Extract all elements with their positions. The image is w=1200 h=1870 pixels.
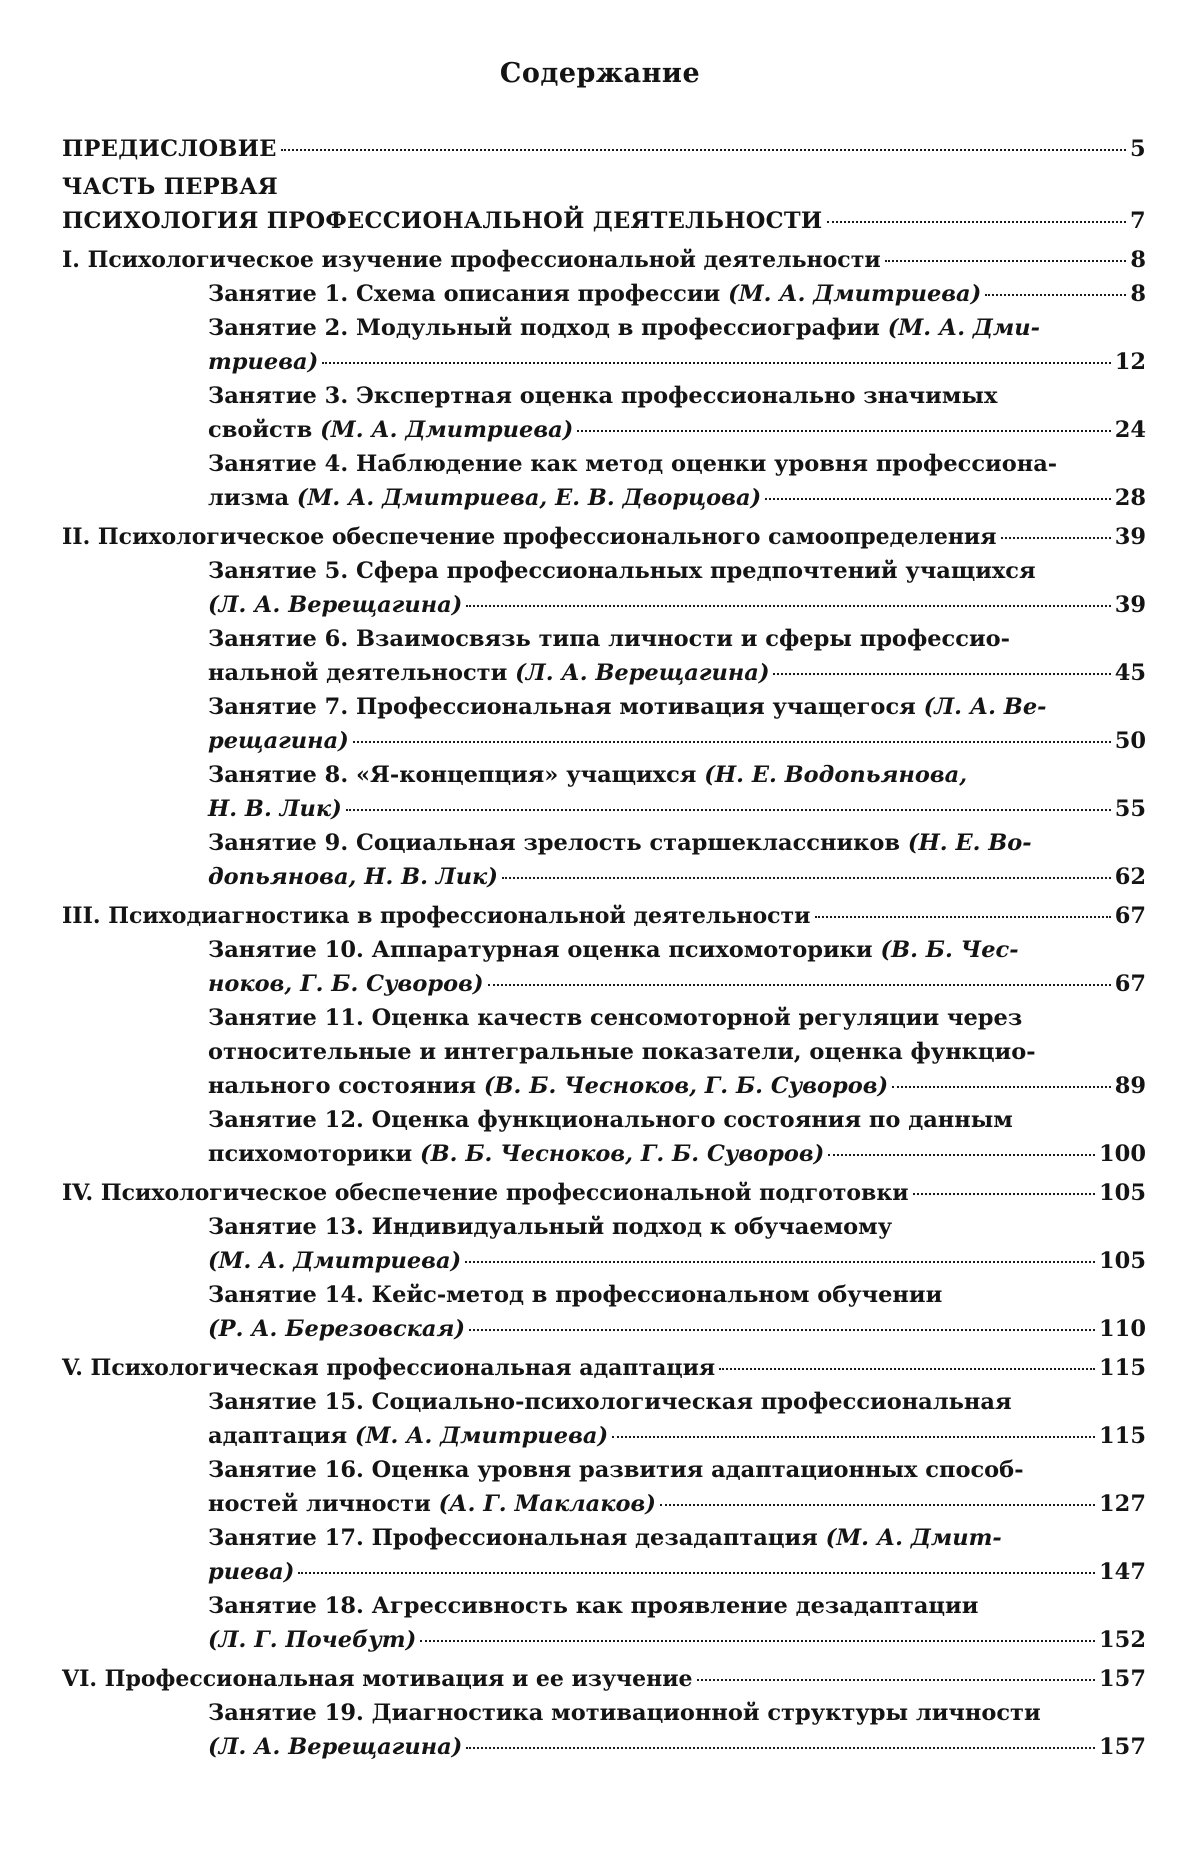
toc-lesson-2 (62, 311, 1146, 379)
leader-dots (466, 1747, 1095, 1749)
toc-section-2 (62, 520, 1146, 554)
lesson-authors-cont: допьянова, Н. В. Лик) (208, 864, 498, 890)
toc-lesson-11 (62, 1001, 1146, 1103)
lesson-authors-cont: Н. В. Лик) (208, 796, 342, 822)
lesson-title: Занятие 18. Агрессивность как проявление дезадаптации (208, 1593, 979, 1619)
toc-lesson-13 (62, 1210, 1146, 1278)
toc-lesson-8 (62, 758, 1146, 826)
lesson-title: Занятие 9. Социальная зрелость старшеклассников (208, 830, 908, 856)
toc-lesson-17 (62, 1521, 1146, 1589)
toc-lesson-12 (62, 1103, 1146, 1171)
lesson-title: Занятие 2. Модульный подход в профессиографии (208, 315, 888, 341)
leader-dots (697, 1679, 1095, 1681)
lesson-authors: (Л. А. Верещагина) (208, 592, 463, 618)
leader-dots (1001, 537, 1111, 539)
leader-dots (892, 1086, 1111, 1088)
lesson-authors: (М. А. Дмитриева, Е. В. Дворцова) (296, 485, 762, 511)
leader-dots (828, 1154, 1095, 1156)
page-number: 67 (1114, 903, 1146, 929)
lesson-title-cont: относительные и интегральные показатели, оценка функцио- (208, 1039, 1036, 1065)
lesson-title-cont: адаптация (208, 1423, 355, 1449)
lesson-title-cont: ностей личности (208, 1491, 439, 1517)
page-number: 115 (1099, 1423, 1146, 1449)
page-number: 110 (1099, 1316, 1146, 1342)
leader-dots (827, 221, 1127, 223)
leader-dots (322, 362, 1110, 364)
leader-dots (815, 916, 1111, 918)
leader-dots (469, 1329, 1095, 1331)
page-number: 152 (1099, 1627, 1146, 1653)
toc-section-6 (62, 1662, 1146, 1696)
leader-dots (885, 260, 1127, 262)
lesson-title: Занятие 11. Оценка качеств сенсомоторной регуляции через (208, 1005, 1023, 1031)
lesson-authors: (Р. А. Березовская) (208, 1316, 466, 1342)
lesson-title: Занятие 15. Социально-психологическая профессиональная (208, 1389, 1012, 1415)
leader-dots (502, 877, 1111, 879)
lesson-authors: (Л. А. Ве- (923, 694, 1047, 720)
toc-section-5 (62, 1351, 1146, 1385)
lesson-title: Занятие 13. Индивидуальный подход к обучаемому (208, 1214, 893, 1240)
lesson-authors: (В. Б. Чесноков, Г. Б. Суворов) (483, 1073, 889, 1099)
page-number: 50 (1114, 728, 1146, 754)
lesson-title-cont: нальной деятельности (208, 660, 516, 686)
lesson-authors: (Л. Г. Почебут) (208, 1627, 417, 1653)
table-of-contents (62, 132, 1146, 1764)
lesson-authors: (Л. А. Верещагина) (208, 1734, 463, 1760)
section-title: VI. Профессиональная мотивация и ее изучение (62, 1666, 693, 1692)
page-number: 8 (1130, 281, 1146, 307)
lesson-authors: (Н. Е. Во- (907, 830, 1032, 856)
lesson-title: Занятие 14. Кейс-метод в профессиональном обучении (208, 1282, 943, 1308)
leader-dots (298, 1572, 1095, 1574)
lesson-title: Занятие 1. Схема описания профессии (208, 281, 729, 307)
toc-lesson-1 (62, 277, 1146, 311)
leader-dots (985, 294, 1126, 296)
lesson-authors-cont: риева) (208, 1559, 295, 1585)
lesson-authors-cont: триева) (208, 349, 319, 375)
page-number: 157 (1099, 1734, 1146, 1760)
toc-lesson-3 (62, 379, 1146, 447)
page-number: 45 (1114, 660, 1146, 686)
toc-entry-preface (62, 132, 1146, 166)
toc-lesson-6 (62, 622, 1146, 690)
page-number: 147 (1099, 1559, 1146, 1585)
page-number: 7 (1130, 208, 1146, 234)
lesson-authors: (М. А. Дмит- (825, 1525, 1002, 1551)
lesson-authors-cont: рещагина) (208, 728, 349, 754)
page-number: 12 (1114, 349, 1146, 375)
lesson-authors: (Л. А. Верещагина) (515, 660, 770, 686)
lesson-authors-cont: ноков, Г. Б. Суворов) (208, 971, 484, 997)
leader-dots (465, 1261, 1095, 1263)
page-number: 8 (1130, 247, 1146, 273)
leader-dots (466, 605, 1110, 607)
toc-lesson-10 (62, 933, 1146, 1001)
lesson-title-cont: лизма (208, 485, 297, 511)
toc-lesson-18 (62, 1589, 1146, 1657)
toc-section-3 (62, 899, 1146, 933)
leader-dots (765, 498, 1111, 500)
toc-lesson-5 (62, 554, 1146, 622)
leader-dots (346, 809, 1111, 811)
leader-dots (660, 1504, 1095, 1506)
lesson-authors: (М. А. Дмитриева) (208, 1248, 462, 1274)
page-number: 157 (1099, 1666, 1146, 1692)
lesson-title: Занятие 8. «Я-концепция» учащихся (208, 762, 705, 788)
toc-lesson-9 (62, 826, 1146, 894)
toc-entry-part-one (62, 170, 1146, 238)
leader-dots (577, 430, 1110, 432)
section-title: II. Психологическое обеспечение профессионального самоопределения (62, 524, 997, 550)
entry-title: ПРЕДИСЛОВИЕ (62, 136, 277, 162)
section-title: III. Психодиагностика в профессиональной деятельности (62, 903, 811, 929)
leader-dots (773, 673, 1110, 675)
leader-dots (719, 1368, 1095, 1370)
toc-lesson-15 (62, 1385, 1146, 1453)
lesson-title: Занятие 19. Диагностика мотивационной структуры личности (208, 1700, 1041, 1726)
toc-lesson-7 (62, 690, 1146, 758)
leader-dots (488, 984, 1111, 986)
lesson-title: Занятие 7. Профессиональная мотивация учащегося (208, 694, 924, 720)
leader-dots (353, 741, 1111, 743)
lesson-authors: (В. Б. Чес- (880, 937, 1019, 963)
part-label: ЧАСТЬ ПЕРВАЯ (62, 174, 279, 200)
section-title: V. Психологическая профессиональная адаптация (62, 1355, 716, 1381)
toc-lesson-19 (62, 1696, 1146, 1764)
lesson-title: Занятие 5. Сфера профессиональных предпочтений учащихся (208, 558, 1036, 584)
lesson-authors: (М. А. Дмитриева) (354, 1423, 609, 1449)
lesson-authors: (М. А. Дми- (887, 315, 1041, 341)
page-number: 67 (1114, 971, 1146, 997)
page-title: Содержание (499, 58, 701, 89)
page-number: 105 (1099, 1180, 1146, 1206)
leader-dots (281, 149, 1126, 151)
lesson-title: Занятие 10. Аппаратурная оценка психомоторики (208, 937, 881, 963)
lesson-title: Занятие 16. Оценка уровня развития адаптационных способ- (208, 1457, 1024, 1483)
page-number: 100 (1099, 1141, 1146, 1167)
leader-dots (913, 1193, 1095, 1195)
page-number: 89 (1114, 1073, 1146, 1099)
lesson-title: Занятие 3. Экспертная оценка профессионально значимых (208, 383, 998, 409)
lesson-title-cont: нального состояния (208, 1073, 484, 1099)
page-number: 5 (1130, 136, 1146, 162)
page-number: 28 (1114, 485, 1146, 511)
section-title: I. Психологическое изучение профессиональной деятельности (62, 247, 881, 273)
lesson-title-cont: свойств (208, 417, 321, 443)
page-number: 62 (1114, 864, 1146, 890)
lesson-title-cont: психомоторики (208, 1141, 420, 1167)
toc-section-1 (62, 243, 1146, 277)
toc-lesson-16 (62, 1453, 1146, 1521)
leader-dots (420, 1640, 1095, 1642)
toc-section-4 (62, 1176, 1146, 1210)
lesson-title: Занятие 12. Оценка функционального состояния по данным (208, 1107, 1013, 1133)
page-number: 39 (1114, 524, 1146, 550)
page-number: 115 (1099, 1355, 1146, 1381)
lesson-authors: (Н. Е. Водопьянова, (704, 762, 968, 788)
lesson-authors: (В. Б. Чесноков, Г. Б. Суворов) (419, 1141, 825, 1167)
page-number: 39 (1114, 592, 1146, 618)
page-number: 105 (1099, 1248, 1146, 1274)
page-number: 24 (1114, 417, 1146, 443)
lesson-authors: (М. А. Дмитриева) (320, 417, 574, 443)
lesson-title: Занятие 6. Взаимосвязь типа личности и сферы профессио- (208, 626, 1010, 652)
lesson-authors: (А. Г. Маклаков) (438, 1491, 656, 1517)
toc-lesson-4 (62, 447, 1146, 515)
lesson-title: Занятие 17. Профессиональная дезадаптация (208, 1525, 826, 1551)
page-number: 55 (1114, 796, 1146, 822)
section-title: IV. Психологическое обеспечение профессиональной подготовки (62, 1180, 909, 1206)
page-number: 127 (1099, 1491, 1146, 1517)
leader-dots (612, 1436, 1095, 1438)
entry-title: ПСИХОЛОГИЯ ПРОФЕССИОНАЛЬНОЙ ДЕЯТЕЛЬНОСТИ (62, 208, 823, 234)
lesson-title: Занятие 4. Наблюдение как метод оценки уровня профессиона- (208, 451, 1058, 477)
toc-lesson-14 (62, 1278, 1146, 1346)
lesson-authors: (М. А. Дмитриева) (728, 281, 982, 307)
